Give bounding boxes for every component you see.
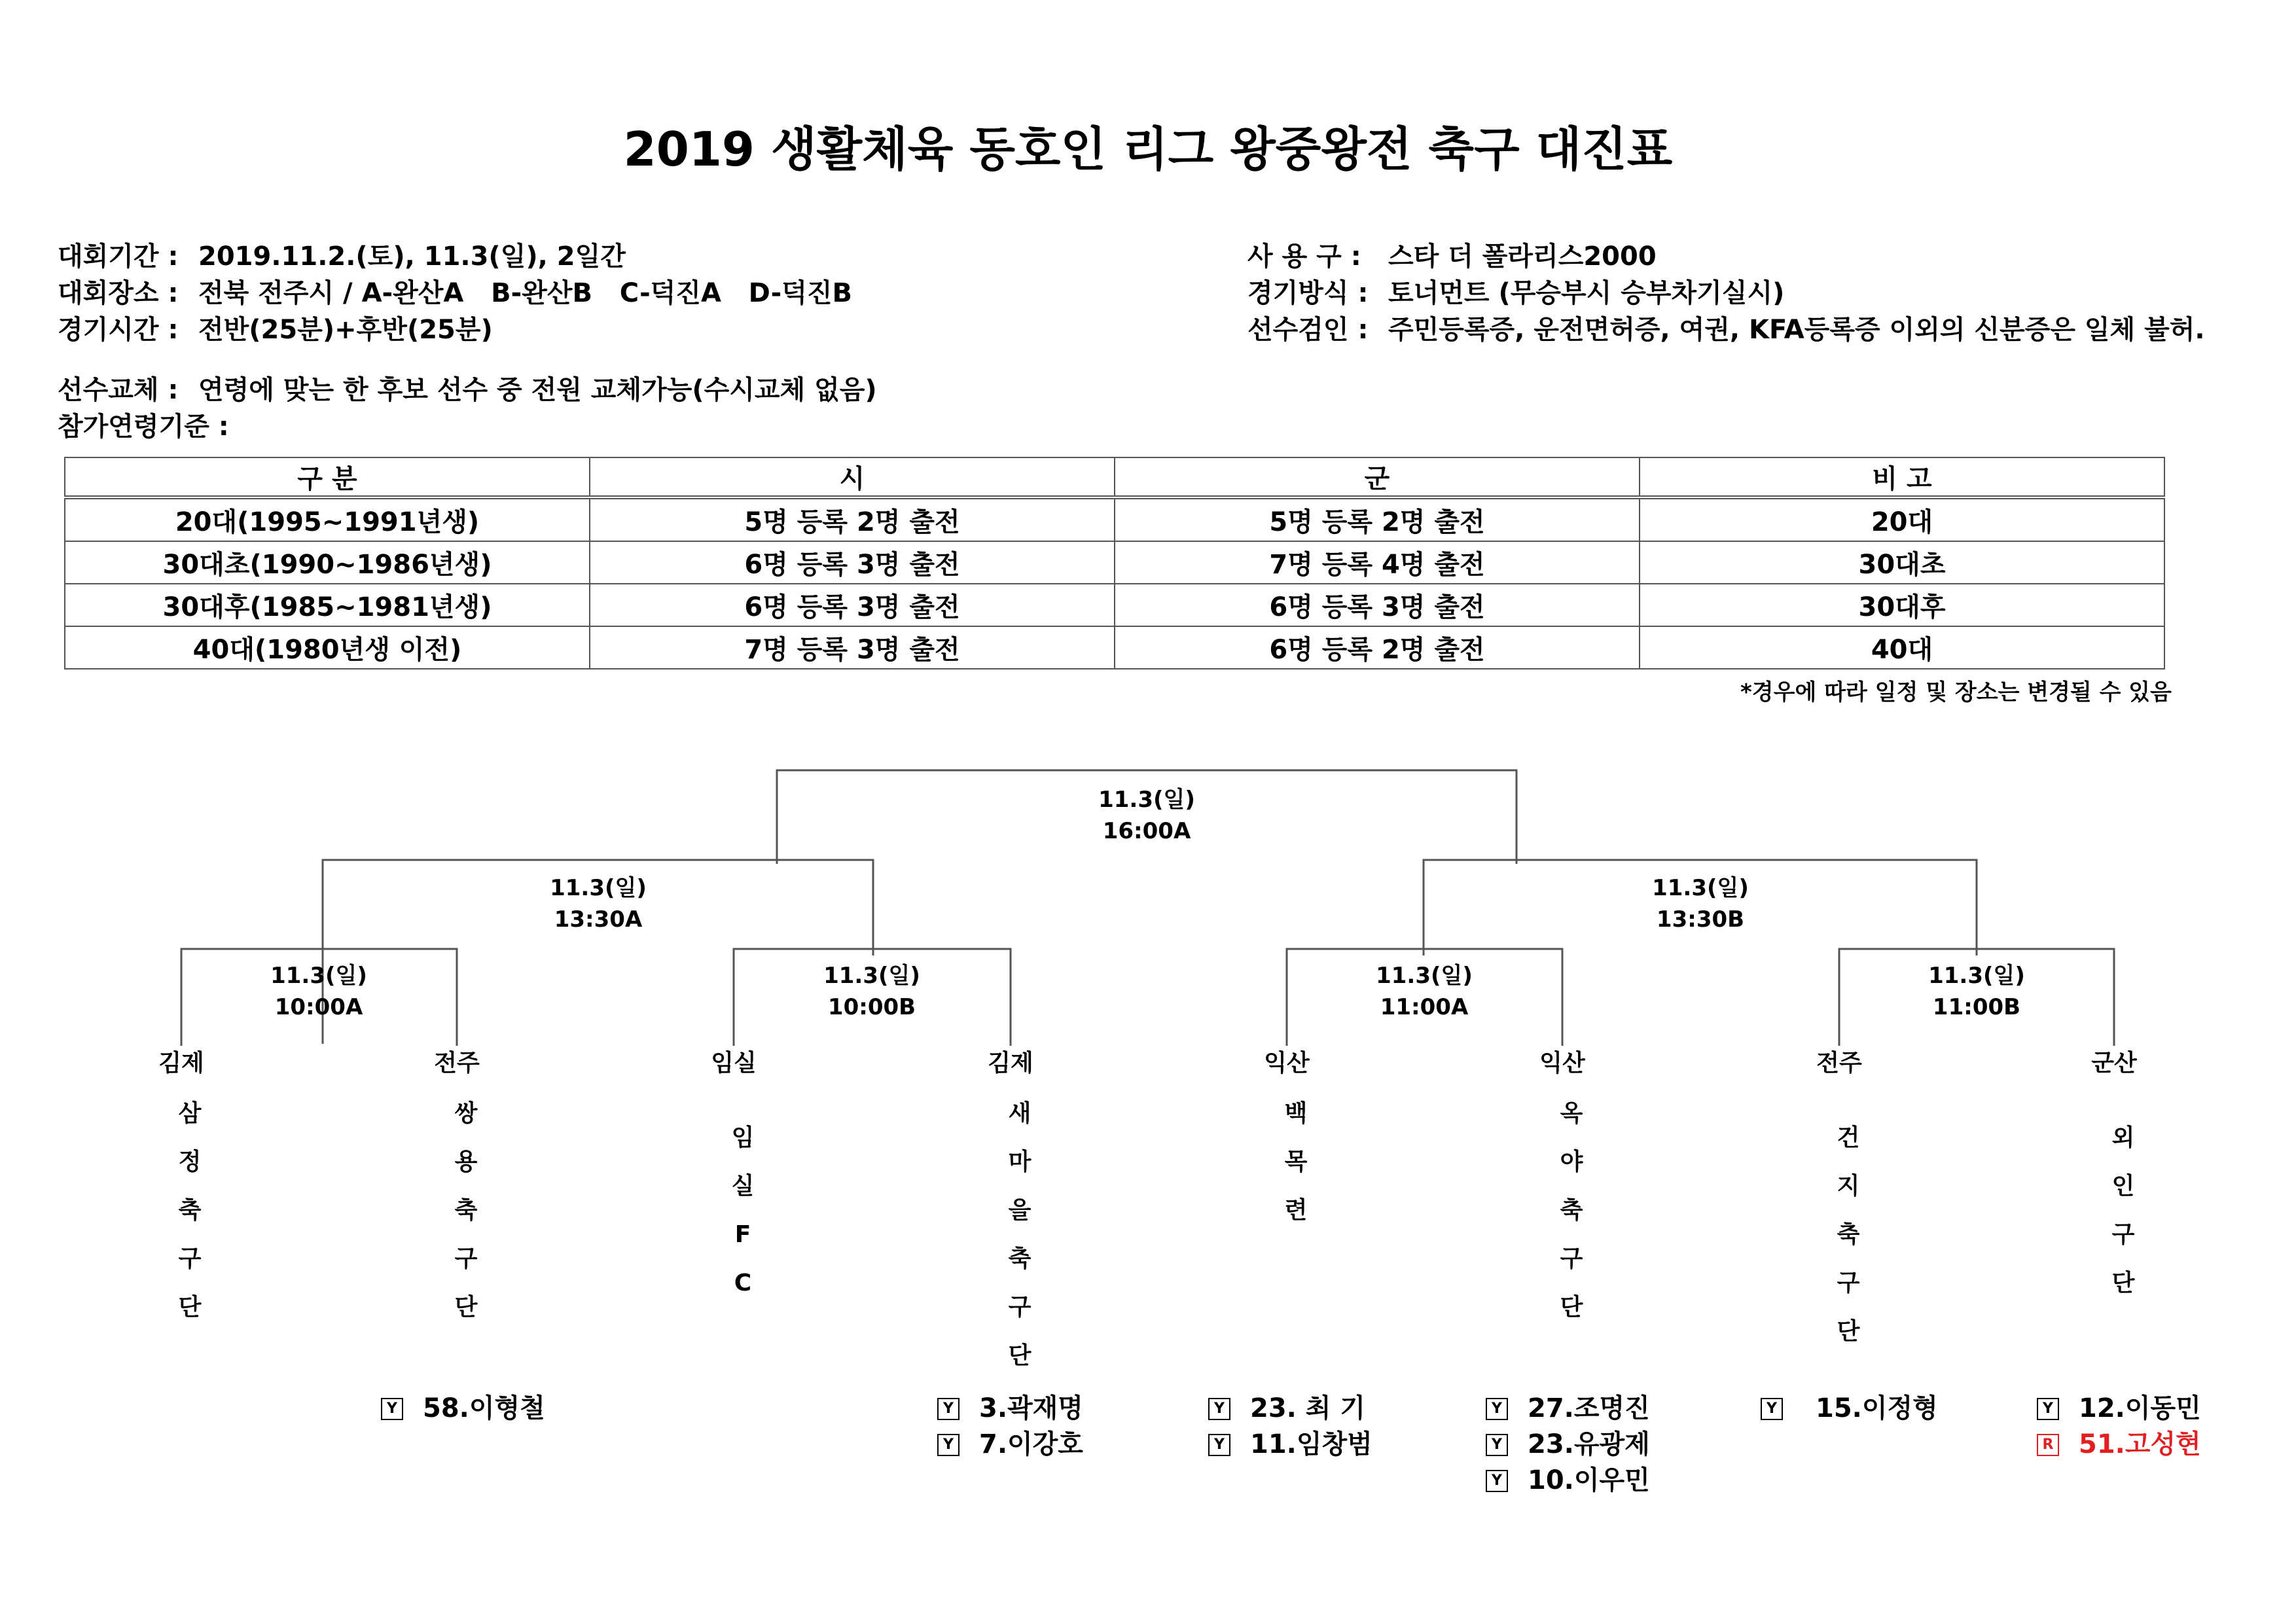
table-cell: 7명 등록 4명 출전 [1115, 541, 1640, 584]
match-date: 11.3(일) [823, 963, 920, 989]
info-time: 경기시간 : 전반(25분)+후반(25분) [58, 315, 493, 345]
card-list [937, 1391, 1083, 1463]
match-date: 11.3(일) [1928, 963, 2025, 989]
age-criteria-label: 참가연령기준 : [58, 412, 229, 442]
card-list [1761, 1391, 1938, 1427]
team-city: 익산 [1539, 1050, 1585, 1077]
table-cell: 7명 등록 3명 출전 [590, 626, 1115, 669]
yellow-card-entry: Y 23.유광제 [1486, 1427, 1650, 1463]
team-name-vertical: 백 목 련 [1284, 1100, 1308, 1224]
yellow-card-entry: Y 58.이형철 [381, 1391, 545, 1427]
match-date: 11.3(일) [270, 963, 367, 989]
red-card-icon: R [2037, 1434, 2059, 1456]
yellow-card-entry: Y 23. 최 기 [1208, 1391, 1372, 1427]
yellow-card-entry: Y 11.임창범 [1208, 1427, 1372, 1463]
info-venue: 대회장소 : 전북 전주시 / A-완산A B-완산B C-덕진A D-덕진B [58, 278, 852, 308]
yellow-card-entry: Y 27.조명진 [1486, 1391, 1650, 1427]
yellow-card-entry: Y 7.이강호 [937, 1427, 1083, 1463]
red-card-entry: R 51.고성현 [2037, 1427, 2201, 1463]
match-time: 11:00A [1380, 994, 1469, 1020]
team-name-vertical: 옥 야 축 구 단 [1560, 1100, 1583, 1321]
table-cell: 30대후 [1640, 584, 2164, 626]
yellow-card-icon: Y [937, 1434, 960, 1456]
table-cell: 5명 등록 2명 출전 [1115, 497, 1640, 541]
info-substitution: 선수교체 : 연령에 맞는 한 후보 선수 중 전원 교체가능(수시교체 없음) [58, 375, 877, 405]
team-city: 전주 [434, 1050, 480, 1077]
info-format: 경기방식 : 토너먼트 (무승부시 승부차기실시) [1247, 278, 1785, 308]
card-list [2037, 1391, 2201, 1463]
team-name-vertical: 삼 정 축 구 단 [178, 1100, 202, 1321]
table-cell: 6명 등록 3명 출전 [1115, 584, 1640, 626]
team-name-vertical: 외 인 구 단 [2111, 1124, 2135, 1296]
yellow-card-icon: Y [937, 1398, 960, 1420]
yellow-card-entry: Y 12.이동민 [2037, 1391, 2201, 1427]
team-city: 김제 [158, 1050, 204, 1077]
match-date: 11.3(일) [1098, 787, 1195, 813]
yellow-card-icon: Y [381, 1398, 403, 1420]
yellow-card-icon: Y [1486, 1434, 1508, 1456]
match-time: 10:00B [827, 994, 916, 1020]
match-date: 11.3(일) [1376, 963, 1473, 989]
match-time: 10:00A [274, 994, 363, 1020]
quarter-match-label-2 [774, 960, 970, 1023]
yellow-card-icon: Y [1486, 1470, 1508, 1492]
table-cell: 5명 등록 2명 출전 [590, 497, 1115, 541]
header-city: 시 [590, 457, 1115, 497]
yellow-card-entry: Y 10.이우민 [1486, 1463, 1650, 1499]
team-city: 군산 [2091, 1050, 2137, 1077]
yellow-card-icon: Y [1208, 1398, 1230, 1420]
team-name-vertical: 임 실 F C [731, 1124, 755, 1296]
team-city: 김제 [988, 1050, 1033, 1077]
table-cell: 30대후(1985~1981년생) [65, 584, 590, 626]
team-city: 전주 [1816, 1050, 1862, 1077]
card-list [1208, 1391, 1372, 1463]
header-county: 군 [1115, 457, 1640, 497]
final-match-label [1049, 784, 1245, 847]
table-cell: 40대 [1640, 626, 2164, 669]
yellow-card-icon: Y [1208, 1434, 1230, 1456]
semi-match-label-1 [500, 872, 696, 935]
match-time: 13:30B [1656, 906, 1745, 933]
match-time: 13:30A [554, 906, 643, 933]
yellow-card-entry: Y 15.이정형 [1761, 1391, 1938, 1427]
yellow-card-entry: Y 3.곽재명 [937, 1391, 1083, 1427]
yellow-card-icon: Y [2037, 1398, 2059, 1420]
team-city: 익산 [1264, 1050, 1310, 1077]
table-cell: 30대초 [1640, 541, 2164, 584]
table-cell: 20대 [1640, 497, 2164, 541]
table-cell: 20대(1995~1991년생) [65, 497, 590, 541]
info-ball: 사 용 구 : 스타 더 폴라리스2000 [1247, 241, 1657, 272]
match-time: 11:00B [1932, 994, 2021, 1020]
match-time: 16:00A [1102, 818, 1191, 844]
info-id-check: 선수검인 : 주민등록증, 운전면허증, 여권, KFA등록증 이외의 신분증은 일체 불허. [1247, 315, 2205, 345]
quarter-match-label-3 [1326, 960, 1522, 1023]
table-cell: 6명 등록 3명 출전 [590, 541, 1115, 584]
header-category: 구 분 [65, 457, 590, 497]
table-cell: 6명 등록 2명 출전 [1115, 626, 1640, 669]
match-date: 11.3(일) [1652, 875, 1749, 901]
quarter-match-label-4 [1878, 960, 2075, 1023]
yellow-card-icon: Y [1761, 1398, 1783, 1420]
card-list [381, 1391, 545, 1427]
table-cell: 40대(1980년생 이전) [65, 626, 590, 669]
team-name-vertical: 건 지 축 구 단 [1837, 1124, 1860, 1345]
yellow-card-icon: Y [1486, 1398, 1508, 1420]
team-name-vertical: 쌍 용 축 구 단 [454, 1100, 478, 1321]
page-title: 2019 생활체육 동호인 리그 왕중왕전 축구 대진표 [623, 122, 1673, 177]
card-list [1486, 1391, 1650, 1499]
team-city: 임실 [711, 1050, 757, 1077]
semi-match-label-2 [1602, 872, 1799, 935]
match-date: 11.3(일) [550, 875, 647, 901]
info-period: 대회기간 : 2019.11.2.(토), 11.3(일), 2일간 [58, 241, 626, 272]
table-cell: 30대초(1990~1986년생) [65, 541, 590, 584]
team-name-vertical: 새 마 을 축 구 단 [1008, 1100, 1031, 1369]
schedule-change-note: *경우에 따라 일정 및 장소는 변경될 수 있음 [1740, 679, 2172, 705]
header-remarks: 비 고 [1640, 457, 2164, 497]
table-cell: 6명 등록 3명 출전 [590, 584, 1115, 626]
quarter-match-label-1 [221, 960, 417, 1023]
